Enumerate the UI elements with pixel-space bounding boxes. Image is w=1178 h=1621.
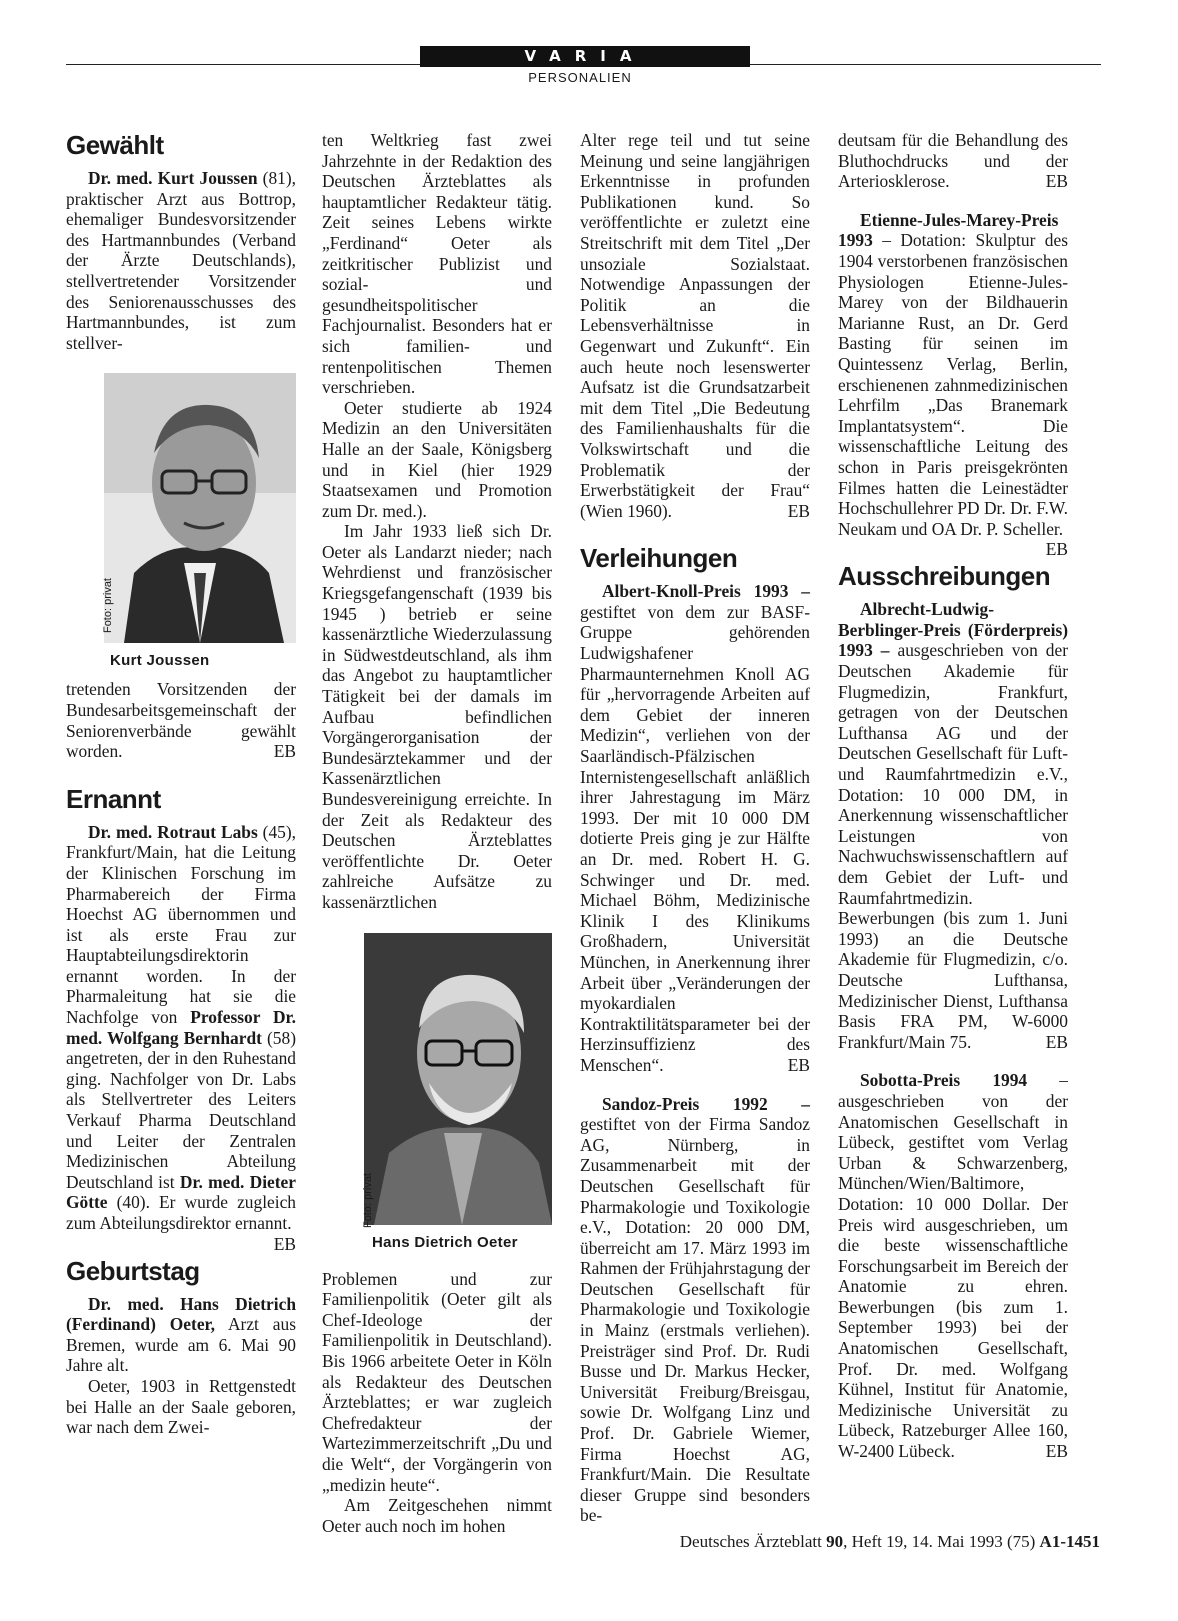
text: gestiftet von dem zur BASF-Gruppe gehörenden Ludwigshafener Pharmaunternehmen Knoll AG für „hervorragende Arbeiten auf dem Gebiet der inneren Medizin“, verliehen von der Saarländisch-Pfälzischen Internistengesellschaft anläßlich ihrer Jahrestagung im März 1993. Der mit 10 000 DM dotierte Preis ging je zur Hälfte an Dr. med. Robert H. G. Schwinger und Dr. med. Michael Böhm, Medizinische Klinik I des Klinikums Großhadern, Universität München, in Anerkennung ihrer Arbeit über „Veränderungen der myokardialen Kontraktilitätsparameter bei der Herzinsuffizienz des Menschen“. bbox=[580, 601, 810, 1075]
paragraph: Oeter studierte ab 1924 Medizin an den Universitäten Halle an der Saale, Königsberg und in Kiel (hier 1929 Staatsexamen und Promotion zum Dr. med.). bbox=[322, 397, 552, 521]
text: deutsam für die Behandlung des Bluthochdrucks und der Arteriosklerose. bbox=[838, 130, 1068, 192]
photo-joussen bbox=[66, 373, 296, 673]
prize-name: Sobotta-Preis 1994 bbox=[860, 1070, 1028, 1091]
paragraph: Oeter, 1903 in Rettgenstedt bei Halle an der Saale geboren, war nach dem Zwei- bbox=[66, 1375, 296, 1438]
person-name: Dr. med. Rotraut Labs bbox=[88, 821, 258, 842]
author-signature: EB bbox=[1045, 1031, 1068, 1052]
prize-name: Etienne-Jules-Marey-Preis 1993 bbox=[838, 209, 1059, 251]
paragraph bbox=[838, 1070, 1068, 1461]
paragraph bbox=[66, 679, 296, 761]
text: – Dotation: Skulptur des 1904 verstorbenen französischen Physiologen Etienne-Jules-Marey von der Bildhauerin Marianne Rust, an Dr. Gerd Basting für seinen im Quintessenz Verlag, Berlin, erschienenen zahnmedizinischen Lehrfilm „Das Branemark Implantatsystem“. Die wissenschaftliche Leitung des schon in Paris preisgekrönten Filmes hatten die Leinestädter Hochschullehrer PD Dr. Dr. F.W. Neukam und OA Dr. P. Scheller. bbox=[838, 230, 1068, 539]
photo-credit: Foto: privat bbox=[362, 1172, 374, 1228]
text: tretenden Vorsitzenden der Bundesarbeitsgemeinschaft der Seniorenverbände gewählt worden. bbox=[66, 679, 296, 762]
prize-name: Albert-Knoll-Preis 1993 – bbox=[602, 581, 810, 602]
page-footer bbox=[580, 1532, 1100, 1552]
author-signature: EB bbox=[273, 741, 296, 762]
portrait-image bbox=[364, 933, 552, 1225]
section-banner: VARIA bbox=[420, 46, 750, 67]
paragraph bbox=[66, 168, 296, 353]
heading-gewaehlt: Gewählt bbox=[66, 130, 164, 160]
photo-credit: Foto: privat bbox=[102, 578, 114, 634]
photo-caption: Kurt Joussen bbox=[110, 652, 210, 670]
text: ausgeschrieben von der Deutschen Akademie für Flugmedizin, Frankfurt, getragen von der Deutschen Lufthansa AG und der Deutschen Gesellschaft für Luft- und Raumfahrtmedizin e.V., Dotation: 10 000 DM, in Anerkennung wissenschaftlicher Leistungen von Nachwuchswissenschaftlern auf dem Gebiet der Luft- und Raumfahrtmedizin. Bewerbungen (bis zum 1. Juni 1993) an die Deutsche Akademie für Flugmedizin, c/o. Deutsche Lufthansa, Medizinischer Dienst, Lufthansa Basis FRA PM, W-6000 Frankfurt/Main 75. bbox=[838, 640, 1068, 1052]
footer-page-number: A1-1451 bbox=[1039, 1532, 1100, 1551]
paragraph bbox=[580, 581, 810, 1075]
paragraph bbox=[580, 130, 810, 521]
author-signature: EB bbox=[273, 1233, 296, 1254]
heading-geburtstag: Geburtstag bbox=[66, 1255, 200, 1286]
paragraph: Am Zeitgeschehen nimmt Oeter auch noch im hohen bbox=[322, 1495, 552, 1536]
footer-volume: 90 bbox=[826, 1532, 844, 1551]
paragraph bbox=[66, 821, 296, 1254]
footer-journal: Deutsches Ärzteblatt bbox=[679, 1532, 827, 1551]
author-signature: EB bbox=[1045, 539, 1068, 560]
paragraph: Problemen und zur Familienpolitik (Oeter gilt als Chef-Ideologe der Familienpolitik in Deutschland). Bis 1966 arbeitete Oeter in Köln als Redakteur des Deutschen Ärzteblattes; er war zugleich Chefredakteur der Wartezimmerzeitschrift „Du und die Welt“, der Vorgängerin von „medizin heute“. bbox=[322, 1268, 552, 1495]
portrait-image bbox=[104, 373, 296, 643]
subsection-title: PERSONALIEN bbox=[528, 70, 632, 85]
text: (58) angetreten, der in den Ruhestand ging. Nachfolger von Dr. Labs als Stellvertreter des Leiters Verkauf Pharma Deutschland und Leiter der Zentralen Medizinischen Abteilung Deutschland ist bbox=[66, 1027, 296, 1192]
text: – ausgeschrieben von der Anatomischen Gesellschaft in Lübeck, gestiftet vom Verlag Urban & Schwarzenberg, München/Wien/Baltimore, Dotation: 10 000 Dollar. Der Preis wird ausgeschrieben, um die beste wissenschaftliche Forschungsarbeit im Bereich der Anatomie zu ehren. Bewerbungen (bis zum 1. September 1993) bei der Anatomischen Gesellschaft, Prof. Dr. med. Wolfgang Kühnel, Institut für Anatomie, Medizinische Universität zu Lübeck, Ratzeburger Allee 160, W-2400 Lübeck. bbox=[838, 1070, 1069, 1462]
person-name: Dr. med. Kurt Joussen bbox=[88, 168, 258, 188]
paragraph bbox=[838, 209, 1068, 560]
prize-name: Sandoz-Preis 1992 – bbox=[602, 1093, 810, 1114]
author-signature: EB bbox=[787, 500, 810, 521]
person-name: Dr. med. Dieter Götte bbox=[66, 1171, 296, 1213]
person-name: Dr. med. Hans Dietrich (Ferdinand) Oeter, bbox=[66, 1293, 296, 1335]
text: Alter rege teil und tut seine Meinung und seine langjährigen Erkenntnisse in profunden Publikationen kund. So veröffentlichte er zuletzt eine Streitschrift mit dem Titel „Der unsoziale Sozialstaat. Notwendige Anpassungen der Politik an die Lebensverhältnisse in Gegenwart und Zukunft“. Ein auch heute noch lesenswerter Aufsatz ist die Grundsatzarbeit mit dem Titel „Die Bedeutung des Familienhaushalts für die Volkswirtschaft und die Problematik der Erwerbstätigkeit der Frau“ (Wien 1960). bbox=[580, 130, 810, 521]
paragraph bbox=[838, 599, 1068, 1052]
column-2 bbox=[322, 130, 552, 1536]
author-signature: EB bbox=[1045, 1441, 1068, 1462]
text: gestiftet von der Firma Sandoz AG, Nürnberg, in Zusammenarbeit mit der Deutschen Gesellschaft für Pharmakologie und Toxikologie e.V., Dotation: 20 000 DM, überreicht am 17. März 1993 im Rahmen der Frühjahrstagung der Deutschen Gesellschaft für Pharmakologie und Toxikologie in Mainz (erstmals verliehen). Preisträger sind Prof. Dr. Rudi Busse und Dr. Markus Hecker, Universität Freiburg/Breisgau, sowie Dr. Wolfgang Linz und Prof. Dr. Gabriele Wiemer, Firma Hoechst AG, Frankfurt/Main. Die Resultate dieser Gruppe sind besonders be- bbox=[580, 1114, 810, 1526]
paragraph bbox=[66, 1294, 296, 1376]
author-signature: EB bbox=[1045, 171, 1068, 192]
paragraph bbox=[580, 1094, 810, 1526]
text: (40). Er wurde zugleich zum Abteilungsdirektor ernannt. bbox=[66, 1192, 296, 1233]
text: (81), praktischer Arzt aus Bottrop, ehemaliger Bundesvorsitzender des Hartmannbundes (Verband der Ärzte Deutschlands), stellvertretender Vorsitzender des Seniorenausschusses des Hartmannbundes, ist zum stellver- bbox=[66, 168, 297, 353]
text: (45), Frankfurt/Main, hat die Leitung der Klinischen Forschung im Pharmabereich der Firma Hoechst AG übernommen und ist als erste Frau zur Hauptabteilungsdirektorin ernannt worden. In der Pharmaleitung hat sie die Nachfolge von bbox=[66, 821, 296, 1028]
prize-name: Albrecht-Ludwig-Berblinger-Preis (Förderpreis) 1993 – bbox=[838, 599, 1068, 661]
column-3 bbox=[580, 130, 810, 1526]
paragraph: ten Weltkrieg fast zwei Jahrzehnte in der Redaktion des Deutschen Ärzteblattes als hauptamtlicher Redakteur tätig. Zeit seines Lebens wirkte „Ferdinand“ Oeter als zeitkritischer Publizist und sozial- und gesundheitspolitischer Fachjournalist. Besonders hat er sich familien- und rentenpolitischen Themen verschrieben. bbox=[322, 130, 552, 398]
footer-issue: , Heft 19, 14. Mai 1993 (75) bbox=[843, 1532, 1040, 1551]
heading-verleihungen: Verleihungen bbox=[580, 543, 738, 574]
author-signature: EB bbox=[787, 1054, 810, 1075]
text: Arzt aus Bremen, wurde am 6. Mai 90 Jahre alt. bbox=[66, 1314, 296, 1376]
column-4 bbox=[838, 130, 1068, 1462]
photo-caption: Hans Dietrich Oeter bbox=[372, 1233, 518, 1251]
photo-oeter bbox=[322, 933, 552, 1263]
heading-ausschreibungen: Ausschreibungen bbox=[838, 561, 1051, 592]
column-1 bbox=[66, 130, 296, 1438]
paragraph bbox=[838, 130, 1068, 192]
person-name: Professor Dr. med. Wolfgang Bernhardt bbox=[66, 1007, 296, 1048]
paragraph: Im Jahr 1933 ließ sich Dr. Oeter als Landarzt nieder; nach Wehrdienst und französischer Kriegsgefangenschaft (1939 bis 1945 ) betrieb er seine kassenärztliche Wiederzulassung in Südwestdeutschland, als ihm das Angebot zu hauptamtlicher Tätigkeit bei der damals im Aufbau befindlichen Vorgängerorganisation der Bundesärztekammer und der Kassenärztlichen Bundesvereinigung erreichte. In der Zeit als Redakteur des Deutschen Ärzteblattes veröffentlichte Dr. Oeter zahlreiche Aufsätze zu kassenärztlichen bbox=[322, 521, 552, 912]
heading-ernannt: Ernannt bbox=[66, 783, 161, 814]
